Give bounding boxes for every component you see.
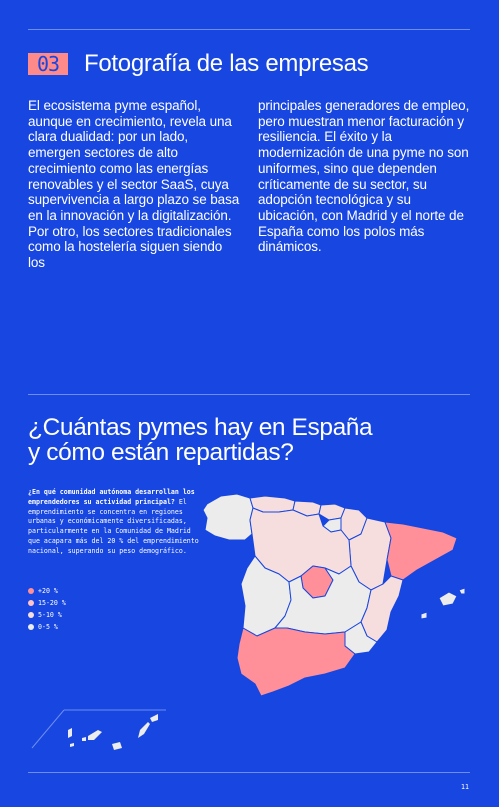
map-heading-line2: y cómo están repartidas? — [28, 439, 294, 466]
legend-dot — [28, 600, 34, 606]
region-baleares — [439, 592, 457, 606]
section-header — [28, 50, 368, 78]
island-gran-canaria — [112, 742, 122, 750]
island-fuerteventura — [138, 722, 150, 738]
caption-text: El emprendimiento se concentra en regiones urbanas y económicamente diversificadas, particularmente en la Comunidad de Madrid que acapara más del 20 % del emprendimiento nacional, superando su peso demográfico. — [28, 497, 199, 555]
map-caption — [28, 488, 200, 557]
region-cataluna — [385, 522, 457, 580]
region-baleares-menorca — [459, 588, 465, 594]
page-number: 11 — [461, 783, 469, 791]
section-title: Fotografía de las empresas — [84, 50, 369, 77]
canary-islands-inset — [30, 708, 170, 753]
middle-divider — [28, 394, 470, 395]
legend-item — [28, 609, 66, 621]
body-column-left: El ecosistema pyme español, aunque en crecimiento, revela una clara dualidad: por un lado, emergen sectores de alto crecimiento como las energías renovables y el sector SaaS, cuya supervivencia a largo plazo se basa en la innovación y la digitalización. Por otro, los sectores tradicionales como la hostelería siguen siendo los — [28, 98, 240, 271]
legend-label: +20 % — [38, 587, 58, 595]
map-legend — [28, 585, 66, 633]
map-heading-line1: ¿Cuántas pymes hay en España — [28, 414, 373, 441]
legend-item — [28, 621, 66, 633]
legend-label: 15-20 % — [38, 599, 66, 607]
island-tenerife — [88, 730, 102, 740]
legend-label: 0-5 % — [38, 623, 58, 631]
spain-map — [195, 488, 465, 703]
legend-dot — [28, 624, 34, 630]
bottom-divider — [28, 772, 470, 773]
body-column-right: principales generadores de empleo, pero muestran menor facturación y resiliencia. El éxito y la modernización de una pyme no son uniformes, sino que dependen críticamente de su sector, su adopción tecnológica y su ubicación, con Madrid y el norte de España como los polos más dinámicos. — [258, 98, 470, 255]
island-lanzarote — [150, 714, 158, 722]
legend-item — [28, 585, 66, 597]
top-divider — [28, 29, 470, 30]
region-galicia — [203, 494, 253, 540]
legend-label: 5-10 % — [38, 611, 62, 619]
legend-dot — [28, 612, 34, 618]
region-baleares-ibiza — [421, 612, 427, 619]
legend-dot — [28, 588, 34, 594]
map-heading — [28, 415, 372, 465]
section-number: 03 — [28, 53, 68, 75]
island-la-gomera — [82, 737, 86, 741]
caption-question: ¿En qué comunidad autónoma desarrollan los emprendedores su actividad principal? — [28, 488, 195, 506]
region-andalucia — [237, 628, 355, 696]
legend-item — [28, 597, 66, 609]
island-la-palma — [68, 728, 72, 738]
island-el-hierro — [70, 743, 74, 747]
